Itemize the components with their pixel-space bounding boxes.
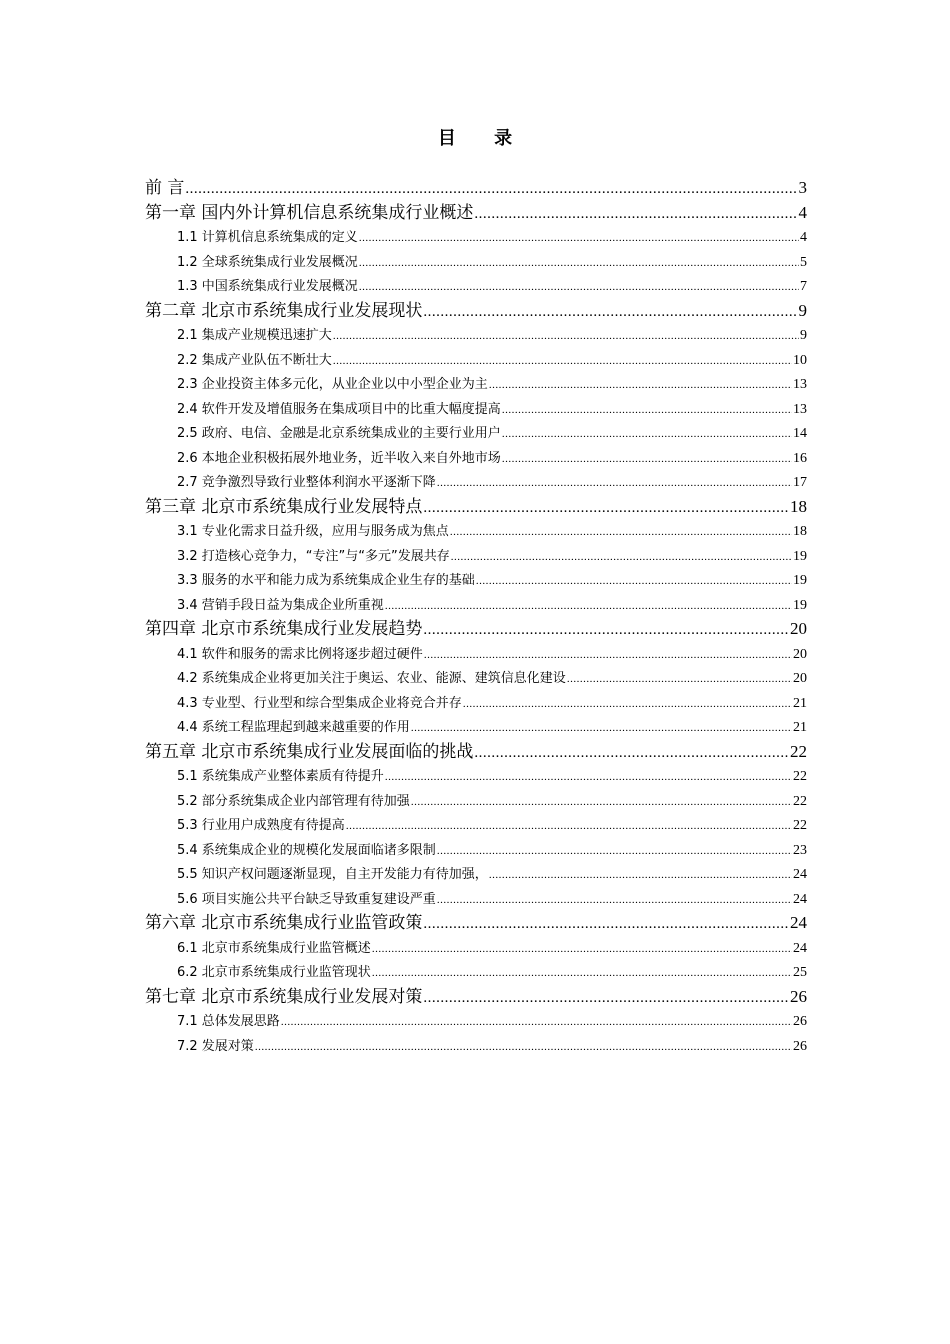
toc-page-number: 9 — [800, 328, 807, 343]
toc-page-number: 26 — [793, 1014, 807, 1029]
toc-dot-leader — [567, 666, 792, 692]
toc-section-entry[interactable] — [145, 519, 807, 544]
toc-section-entry[interactable] — [145, 715, 807, 740]
toc-chapter-entry[interactable] — [145, 617, 807, 642]
toc-title: 目 录 — [437, 128, 529, 149]
toc-page-number: 3 — [798, 178, 807, 197]
toc-dot-leader — [359, 225, 799, 251]
toc-section-entry[interactable] — [145, 568, 807, 593]
toc-section-entry[interactable] — [145, 838, 807, 863]
toc-section-entry[interactable] — [145, 372, 807, 397]
toc-dot-leader — [502, 446, 792, 472]
toc-page-number: 5 — [800, 254, 807, 270]
toc-chapter-entry[interactable] — [145, 299, 807, 324]
toc-dot-leader — [281, 1009, 792, 1035]
toc-section-entry[interactable] — [145, 323, 807, 348]
toc-entry-label: 4.3 专业型、行业型和综合型集成企业将竞合并存 — [177, 695, 462, 711]
toc-page-number: 24 — [793, 940, 807, 956]
toc-section-entry[interactable] — [145, 789, 807, 814]
toc-section-entry[interactable] — [145, 421, 807, 446]
toc-dot-leader — [346, 813, 792, 839]
toc-section-entry[interactable] — [145, 446, 807, 471]
toc-page-number: 24 — [793, 867, 807, 882]
toc-page-number: 14 — [793, 426, 807, 441]
toc-entry-label: 2.3 企业投资主体多元化，从业企业以中小型企业为主 — [177, 377, 488, 392]
toc-page-number: 16 — [793, 450, 807, 466]
toc-page-number: 21 — [793, 695, 807, 711]
toc-dot-leader — [476, 568, 792, 594]
toc-page-number: 21 — [793, 720, 807, 735]
toc-section-entry[interactable] — [145, 348, 807, 373]
toc-entry-label: 3.3 服务的水平和能力成为系统集成企业生存的基础 — [177, 573, 475, 588]
toc-page-number: 18 — [793, 524, 807, 539]
toc-entry-label: 7.2 发展对策 — [177, 1038, 254, 1054]
toc-page-number: 10 — [793, 352, 807, 368]
toc-page-number: 19 — [793, 573, 807, 588]
toc-dot-leader — [423, 985, 789, 1011]
toc-page-number: 24 — [790, 913, 807, 932]
toc-entry-label: 2.6 本地企业积极拓展外地业务，近半收入来自外地市场 — [177, 450, 501, 466]
toc-page-number: 18 — [790, 496, 807, 516]
toc-page-number: 4 — [798, 202, 807, 222]
toc-entry-label: 2.2 集成产业队伍不断壮大 — [177, 352, 332, 368]
toc-entry-label: 5.1 系统集成产业整体素质有待提升 — [177, 769, 384, 784]
toc-dot-leader — [372, 936, 792, 962]
toc-page-number: 20 — [793, 646, 807, 662]
toc-entry-label: 4.4 系统工程监理起到越来越重要的作用 — [177, 720, 410, 735]
toc-entry-label: 6.2 北京市系统集成行业监管现状 — [177, 965, 371, 980]
toc-section-entry[interactable] — [145, 666, 807, 691]
toc-page-number: 17 — [793, 475, 807, 490]
toc-entry-label: 第五章 北京市系统集成行业发展面临的挑战 — [145, 741, 474, 762]
toc-page-number: 7 — [800, 279, 807, 294]
toc-dot-leader — [450, 519, 792, 545]
toc-page-number: 22 — [793, 793, 807, 809]
toc-page-number: 22 — [793, 769, 807, 784]
toc-dot-leader — [385, 593, 792, 619]
toc-dot-leader — [385, 764, 792, 790]
toc-entry-label: 第七章 北京市系统集成行业发展对策 — [145, 986, 423, 1007]
toc-dot-leader — [437, 838, 792, 864]
toc-entry-label: 第四章 北京市系统集成行业发展趋势 — [145, 619, 423, 639]
toc-entry-label: 1.2 全球系统集成行业发展概况 — [177, 254, 358, 270]
toc-page-number: 26 — [790, 986, 807, 1006]
toc-page-number: 20 — [793, 671, 807, 686]
toc-section-entry[interactable] — [145, 593, 807, 618]
toc-dot-leader — [185, 176, 797, 202]
toc-chapter-entry[interactable] — [145, 201, 807, 226]
toc-entry-label: 第二章 北京市系统集成行业发展现状 — [145, 300, 423, 321]
toc-dot-leader — [423, 495, 789, 521]
toc-dot-leader — [423, 911, 789, 937]
toc-dot-leader — [502, 421, 792, 447]
toc-section-entry[interactable] — [145, 544, 807, 569]
toc-entry-label: 2.4 软件开发及增值服务在集成项目中的比重大幅度提高 — [177, 401, 501, 417]
toc-section-entry[interactable] — [145, 1034, 807, 1059]
toc-page-number: 4 — [800, 230, 807, 245]
toc-dot-leader — [474, 740, 789, 766]
toc-section-entry[interactable] — [145, 397, 807, 422]
toc-entry-label: 3.2 打造核心竞争力，“专注”与“多元”发展共存 — [177, 548, 450, 564]
toc-dot-leader — [424, 642, 792, 668]
toc-section-entry[interactable] — [145, 887, 807, 912]
toc-dot-leader — [463, 691, 792, 717]
toc-dot-leader — [437, 887, 792, 913]
toc-chapter-entry[interactable] — [145, 740, 807, 765]
toc-page-number: 9 — [798, 300, 807, 320]
toc-dot-leader — [451, 544, 792, 570]
toc-page-number: 26 — [793, 1038, 807, 1054]
toc-entry-label: 前 言 — [145, 178, 185, 198]
toc-page-number: 20 — [790, 619, 807, 638]
toc-page-number: 23 — [793, 842, 807, 858]
toc-entry-label: 2.5 政府、电信、金融是北京系统集成业的主要行业用户 — [177, 426, 501, 441]
toc-page-number: 22 — [793, 818, 807, 833]
toc-dot-leader — [437, 470, 792, 496]
toc-dot-leader — [333, 323, 799, 349]
toc-dot-leader — [411, 789, 792, 815]
toc-entry-label: 1.3 中国系统集成行业发展概况 — [177, 279, 358, 294]
toc-chapter-entry[interactable] — [145, 176, 807, 201]
toc-section-entry[interactable] — [145, 764, 807, 789]
toc-entry-label: 第一章 国内外计算机信息系统集成行业概述 — [145, 202, 474, 223]
toc-page-number: 19 — [793, 548, 807, 564]
toc-dot-leader — [411, 715, 792, 741]
toc-entry-label: 4.2 系统集成企业将更加关注于奥运、农业、能源、建筑信息化建设 — [177, 671, 566, 686]
toc-entry-label: 7.1 总体发展思路 — [177, 1014, 280, 1029]
toc-entry-label: 2.7 竞争激烈导致行业整体利润水平逐渐下降 — [177, 475, 436, 490]
toc-dot-leader — [474, 201, 797, 227]
toc-chapter-entry[interactable] — [145, 495, 807, 520]
toc-dot-leader — [255, 1034, 792, 1060]
toc-dot-leader — [359, 274, 799, 300]
toc-entry-label: 5.2 部分系统集成企业内部管理有待加强 — [177, 793, 410, 809]
toc-entry-label: 3.1 专业化需求日益升级，应用与服务成为焦点 — [177, 524, 449, 539]
toc-section-entry[interactable] — [145, 813, 807, 838]
toc-chapter-entry[interactable] — [145, 985, 807, 1010]
toc-page-number: 19 — [793, 597, 807, 613]
toc-entry-label: 4.1 软件和服务的需求比例将逐步超过硬件 — [177, 646, 423, 662]
toc-page-number: 24 — [793, 891, 807, 907]
toc-page-number: 13 — [793, 401, 807, 417]
toc-chapter-entry[interactable] — [145, 911, 807, 936]
toc-section-entry[interactable] — [145, 225, 807, 250]
toc-page-number: 22 — [790, 741, 807, 761]
toc-entry-label: 第六章 北京市系统集成行业监管政策 — [145, 913, 423, 933]
toc-dot-leader — [333, 348, 792, 374]
toc-section-entry[interactable] — [145, 642, 807, 667]
toc-page-number: 13 — [793, 377, 807, 392]
toc-entry-label: 3.4 营销手段日益为集成企业所重视 — [177, 597, 384, 613]
toc-entry-label: 2.1 集成产业规模迅速扩大 — [177, 328, 332, 343]
toc-entry-label: 第三章 北京市系统集成行业发展特点 — [145, 496, 423, 517]
toc-entry-label: 5.5 知识产权问题逐渐显现，自主开发能力有待加强， — [177, 867, 488, 882]
toc-entry-label: 5.3 行业用户成熟度有待提高 — [177, 818, 345, 833]
toc-section-entry[interactable] — [145, 250, 807, 275]
toc-dot-leader — [489, 862, 792, 888]
toc-dot-leader — [502, 397, 792, 423]
toc-dot-leader — [423, 299, 797, 325]
toc-section-entry[interactable] — [145, 1009, 807, 1034]
toc-dot-leader — [489, 372, 792, 398]
toc-section-entry[interactable] — [145, 691, 807, 716]
toc-section-entry[interactable] — [145, 862, 807, 887]
toc-dot-leader — [423, 617, 789, 643]
toc-entry-label: 5.6 项目实施公共平台缺乏导致重复建设严重 — [177, 891, 436, 907]
toc-section-entry[interactable] — [145, 960, 807, 985]
toc-section-entry[interactable] — [145, 470, 807, 495]
toc-page-number: 25 — [793, 965, 807, 980]
toc-section-entry[interactable] — [145, 274, 807, 299]
toc-dot-leader — [372, 960, 792, 986]
toc-dot-leader — [359, 250, 799, 276]
toc-entry-label: 6.1 北京市系统集成行业监管概述 — [177, 940, 371, 956]
table-of-contents — [145, 176, 807, 1058]
toc-entry-label: 1.1 计算机信息系统集成的定义 — [177, 230, 358, 245]
toc-entry-label: 5.4 系统集成企业的规模化发展面临诸多限制 — [177, 842, 436, 858]
toc-section-entry[interactable] — [145, 936, 807, 961]
